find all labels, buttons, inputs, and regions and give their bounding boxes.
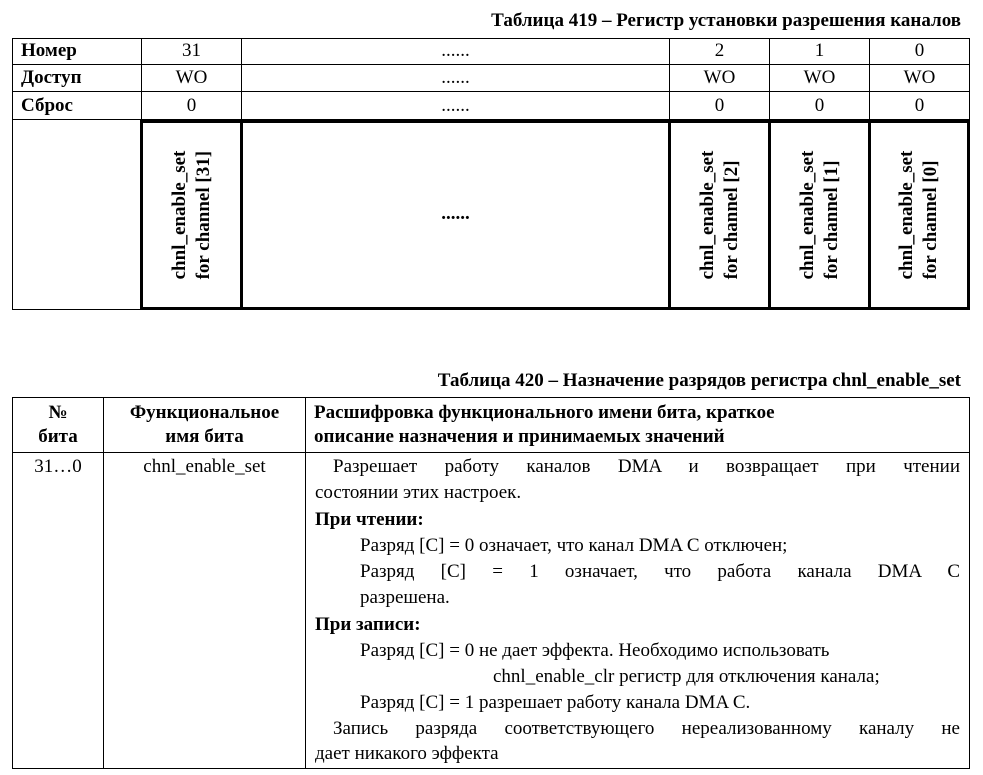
- field-ellipsis: [240, 120, 671, 310]
- reset-0: 0: [870, 92, 970, 120]
- access-31: WO: [142, 65, 242, 92]
- row-label-reset: Сброс: [12, 92, 142, 120]
- access-0: WO: [870, 65, 970, 92]
- bit-number-31: 31: [142, 38, 242, 65]
- desc-note-line1: Запись разряда соответствующего нереализованному каналу не: [333, 718, 960, 739]
- desc-intro-line1: Разрешает работу каналов DMA и возвращает при чтении: [333, 456, 960, 477]
- reset-2: 0: [670, 92, 770, 120]
- access-2: WO: [670, 65, 770, 92]
- field-ellipsis-text: ......: [441, 203, 470, 224]
- header-description: [306, 398, 969, 453]
- field-31-name: chnl_enable_set: [168, 150, 190, 280]
- row-label-number: Номер: [12, 38, 142, 65]
- field-chnl-enable-set-31: [140, 120, 243, 310]
- header-bit-number-line1: №: [48, 402, 68, 423]
- field-chnl-enable-set-1: [768, 120, 871, 310]
- desc-write-1: Разряд [C] = 1 разрешает работу канала DMA C.: [360, 692, 751, 713]
- bit-number-0: 0: [870, 38, 970, 65]
- field-0-name: chnl_enable_set: [896, 150, 917, 280]
- field-2-channel: for channel [2]: [720, 160, 742, 280]
- desc-write-0-line1: Разряд [C] = 0 не дает эффекта. Необходимо использовать: [360, 640, 830, 661]
- field-1-channel: for channel [1]: [820, 160, 842, 280]
- register-table-419: [12, 38, 970, 310]
- desc-write-heading: При записи:: [315, 614, 421, 635]
- field-31-channel: for channel [31]: [192, 150, 214, 280]
- access-1: WO: [770, 65, 870, 92]
- field-0-channel: for channel [0]: [920, 160, 941, 280]
- access-ellipsis: ......: [242, 65, 670, 92]
- bit-description-table-420: [12, 397, 970, 769]
- cell-bits: 31…0: [34, 456, 82, 477]
- header-bit-number-line2: бита: [38, 426, 78, 447]
- header-bit-number: [13, 398, 103, 453]
- row-label-access: Доступ: [12, 65, 142, 92]
- cell-function-name: chnl_enable_set: [143, 456, 266, 477]
- field-chnl-enable-set-0: [868, 120, 970, 310]
- desc-intro-line2: состоянии этих настроек.: [315, 482, 522, 503]
- header-description-line1: Расшифровка функционального имени бита, краткое: [314, 402, 775, 423]
- field-chnl-enable-set-2: [668, 120, 771, 310]
- field-1-name: chnl_enable_set: [796, 150, 818, 280]
- reset-31: 0: [142, 92, 242, 120]
- bit-number-2: 2: [670, 38, 770, 65]
- desc-write-0-line2: chnl_enable_clr регистр для отключения канала;: [493, 666, 880, 687]
- header-function-name: [104, 398, 305, 453]
- header-function-name-line2: имя бита: [165, 426, 244, 447]
- reset-ellipsis: ......: [242, 92, 670, 120]
- desc-note-line2: дает никакого эффекта: [315, 743, 499, 764]
- table-420-caption: Таблица 420 – Назначение разрядов регистра chnl_enable_set: [437, 370, 961, 391]
- reset-1: 0: [770, 92, 870, 120]
- desc-read-1-line1: Разряд [C] = 1 означает, что работа канала DMA C: [360, 561, 960, 582]
- bit-number-ellipsis: ......: [242, 38, 670, 65]
- header-function-name-line1: Функциональное: [129, 402, 280, 423]
- desc-read-heading: При чтении:: [315, 509, 424, 530]
- header-description-line2: описание назначения и принимаемых значений: [314, 426, 725, 447]
- bit-number-1: 1: [770, 38, 870, 65]
- table-419-caption: Таблица 419 – Регистр установки разрешения каналов: [491, 10, 961, 31]
- desc-read-1-line2: разрешена.: [360, 587, 450, 608]
- desc-read-0: Разряд [C] = 0 означает, что канал DMA C отключен;: [360, 535, 788, 556]
- field-2-name: chnl_enable_set: [696, 150, 718, 280]
